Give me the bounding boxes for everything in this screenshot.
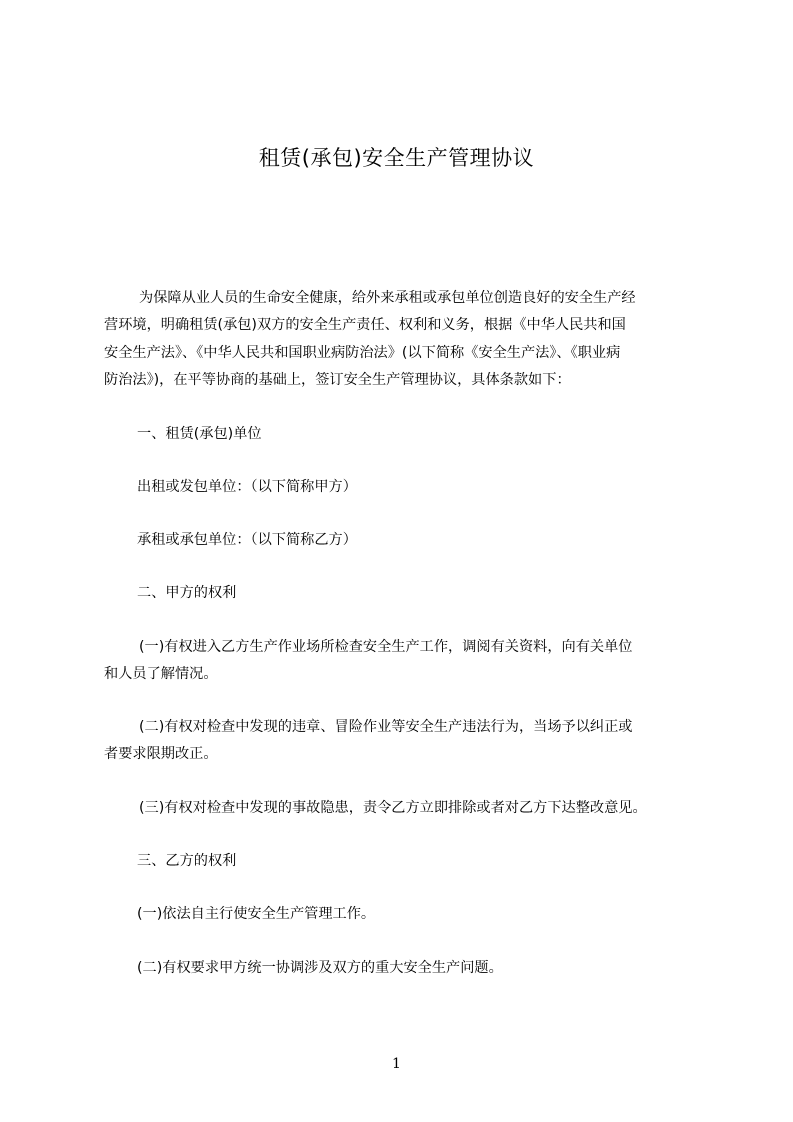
clause-line: (二)有权对检查中发现的违章、冒险作业等安全生产违法行为，当场予以纠正或 bbox=[139, 719, 633, 735]
page-number: 1 bbox=[392, 1056, 401, 1072]
document-title: 租赁(承包)安全生产管理协议 bbox=[258, 146, 535, 170]
intro-line: 安全生产法》、《中华人民共和国职业病防治法》(以下简称《安全生产法》、《职业病 bbox=[104, 345, 621, 361]
lessee-line: 承租或承包单位：（以下简称乙方） bbox=[137, 532, 357, 548]
section-heading: 一、租赁(承包)单位 bbox=[137, 426, 262, 442]
lessor-line: 出租或发包单位：（以下简称甲方） bbox=[137, 479, 357, 495]
intro-line: 营环境，明确租赁(承包)双方的安全生产责任、权利和义务，根据《中华人民共和国 bbox=[104, 317, 626, 333]
intro-line: 为保障从业人员的生命安全健康，给外来承租或承包单位创造良好的安全生产经 bbox=[139, 290, 636, 306]
intro-line: 防治法》)，在平等协商的基础上，签订安全生产管理协议，具体条款如下： bbox=[104, 372, 571, 388]
section-heading: 二、甲方的权利 bbox=[137, 585, 237, 601]
clause-line: (一)有权进入乙方生产作业场所检查安全生产工作，调阅有关资料，向有关单位 bbox=[139, 639, 633, 655]
clause-line: 和人员了解情况。 bbox=[104, 666, 218, 682]
clause-line: 者要求限期改正。 bbox=[104, 746, 218, 762]
clause-line: (一)依法自主行使安全生产管理工作。 bbox=[137, 906, 376, 922]
section-heading: 三、乙方的权利 bbox=[137, 853, 237, 869]
clause-line: (二)有权要求甲方统一协调涉及双方的重大安全生产问题。 bbox=[137, 960, 503, 976]
clause-line: (三)有权对检查中发现的事故隐患，责令乙方立即排除或者对乙方下达整改意见。 bbox=[139, 800, 647, 816]
